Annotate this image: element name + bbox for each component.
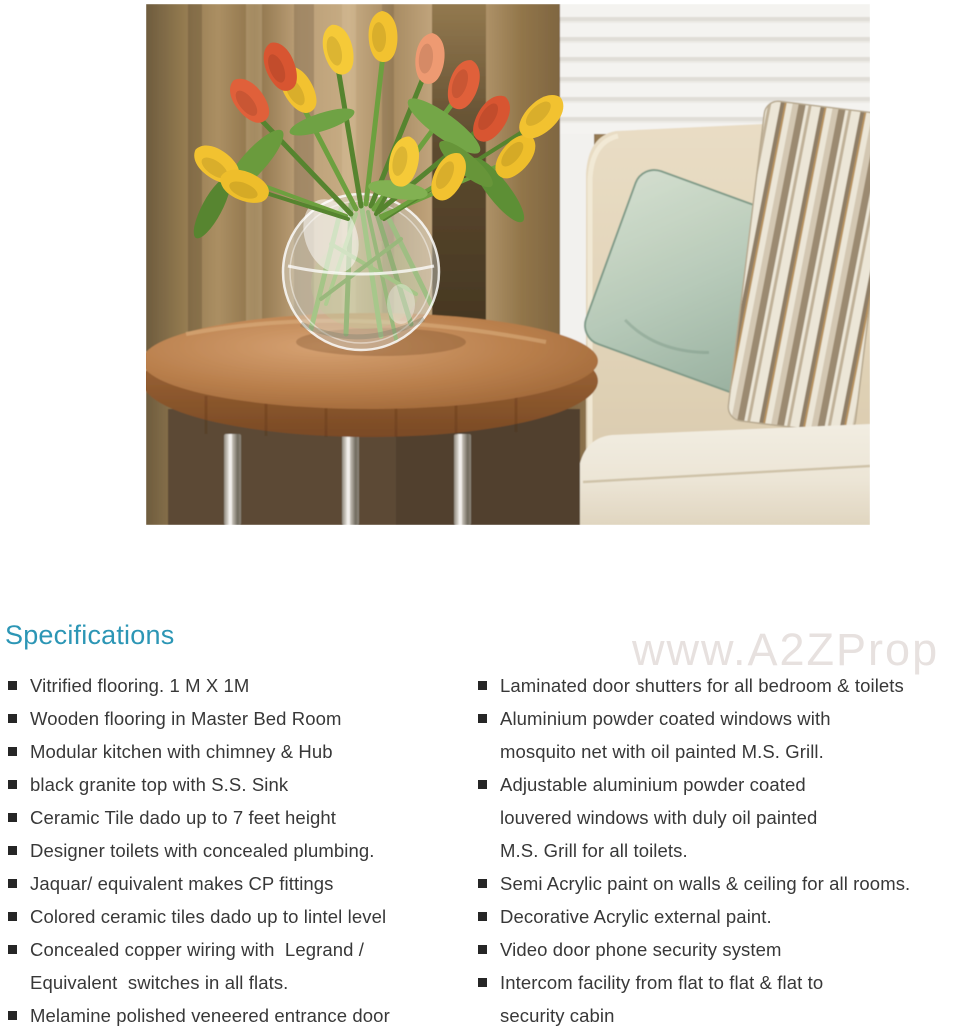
bullet-square-icon bbox=[478, 714, 487, 723]
bullet-square-icon bbox=[8, 912, 17, 921]
spec-item bbox=[8, 702, 470, 735]
spec-item-text: Concealed copper wiring with Legrand / bbox=[30, 938, 365, 960]
spec-item bbox=[478, 999, 968, 1032]
spec-item bbox=[478, 801, 968, 834]
bullet-square-icon bbox=[8, 1011, 17, 1020]
spec-item-text: Wooden flooring in Master Bed Room bbox=[30, 707, 342, 729]
spec-item-text: Colored ceramic tiles dado up to lintel level bbox=[30, 905, 387, 927]
spec-item bbox=[8, 768, 470, 801]
spec-item-text: Adjustable aluminium powder coated bbox=[500, 773, 806, 795]
bullet-square-icon bbox=[8, 714, 17, 723]
spec-item bbox=[8, 669, 470, 702]
bullet-square-icon bbox=[8, 681, 17, 690]
specs-left-column bbox=[8, 669, 470, 1032]
spec-item bbox=[478, 735, 968, 768]
bullet-square-icon bbox=[478, 912, 487, 921]
spec-item-text: Equivalent switches in all flats. bbox=[30, 971, 289, 993]
spec-item-text: Laminated door shutters for all bedroom & toilets bbox=[500, 674, 904, 696]
spec-item-text: Intercom facility from flat to flat & flat to bbox=[500, 971, 824, 993]
living-room-photo bbox=[146, 4, 870, 525]
spec-item bbox=[8, 900, 470, 933]
spec-item-text: Designer toilets with concealed plumbing. bbox=[30, 839, 375, 861]
spec-item bbox=[478, 867, 968, 900]
spec-item-text: M.S. Grill for all toilets. bbox=[500, 839, 688, 861]
bullet-square-icon bbox=[478, 681, 487, 690]
spec-item-text: mosquito net with oil painted M.S. Grill. bbox=[500, 740, 824, 762]
living-room-photo-art bbox=[146, 4, 870, 525]
bullet-square-icon bbox=[478, 879, 487, 888]
bullet-square-icon bbox=[8, 747, 17, 756]
spec-item bbox=[478, 834, 968, 867]
spec-item-text: Video door phone security system bbox=[500, 938, 782, 960]
spec-item-text: louvered windows with duly oil painted bbox=[500, 806, 818, 828]
spec-item-text: Semi Acrylic paint on walls & ceiling for all rooms. bbox=[500, 872, 911, 894]
spec-item bbox=[478, 669, 968, 702]
spec-item-text: Decorative Acrylic external paint. bbox=[500, 905, 772, 927]
bullet-square-icon bbox=[478, 945, 487, 954]
spec-item bbox=[478, 900, 968, 933]
spec-item bbox=[8, 735, 470, 768]
bullet-square-icon bbox=[8, 879, 17, 888]
spec-item bbox=[478, 933, 968, 966]
watermark-text: www.A2ZProp bbox=[632, 624, 940, 675]
spec-item bbox=[8, 834, 470, 867]
spec-item bbox=[8, 801, 470, 834]
spec-item bbox=[8, 867, 470, 900]
bullet-square-icon bbox=[478, 978, 487, 987]
bullet-square-icon bbox=[8, 780, 17, 789]
spec-item-text: Vitrified flooring. 1 M X 1M bbox=[30, 674, 250, 696]
specs-title: Specifications bbox=[5, 620, 175, 650]
bullet-square-icon bbox=[8, 945, 17, 954]
spec-item-text: Modular kitchen with chimney & Hub bbox=[30, 740, 333, 762]
spec-item bbox=[8, 933, 470, 966]
spec-item-text: Aluminium powder coated windows with bbox=[500, 707, 831, 729]
spec-item bbox=[8, 966, 470, 999]
spec-item-text: Ceramic Tile dado up to 7 feet height bbox=[30, 806, 337, 828]
bullet-square-icon bbox=[8, 846, 17, 855]
spec-item bbox=[478, 768, 968, 801]
spec-item bbox=[478, 966, 968, 999]
spec-item-text: security cabin bbox=[500, 1004, 615, 1026]
spec-item bbox=[478, 702, 968, 735]
bullet-square-icon bbox=[8, 813, 17, 822]
spec-item bbox=[8, 999, 470, 1032]
bullet-square-icon bbox=[478, 780, 487, 789]
specs-right-column bbox=[478, 669, 968, 1032]
spec-item-text: Jaquar/ equivalent makes CP fittings bbox=[30, 872, 334, 894]
spec-item-text: black granite top with S.S. Sink bbox=[30, 773, 289, 795]
spec-item-text: Melamine polished veneered entrance door bbox=[30, 1004, 390, 1026]
